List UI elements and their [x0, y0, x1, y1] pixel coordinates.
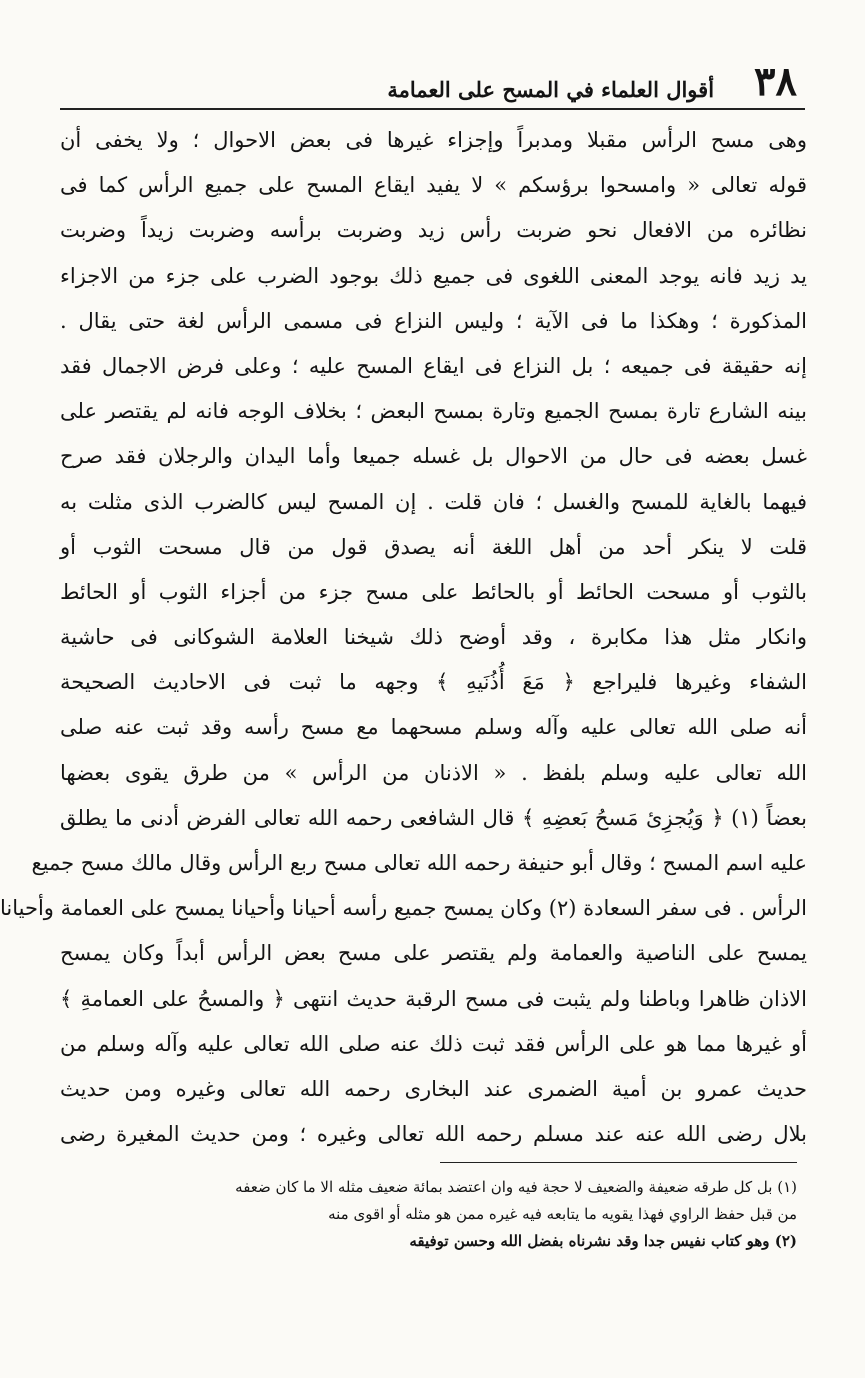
text-line: يد زيد فانه يوجد المعنى اللغوى فى جميع ذلك بوجود الضرب على جزء من الاجزاء — [60, 263, 807, 288]
text-line: الله تعالى عليه وسلم بلفظ . « الاذنان من الرأس » من طرق يقوى بعضها — [60, 760, 807, 785]
main-text — [0, 118, 807, 1157]
text-line: فيهما بالغاية للمسح والغسل ؛ فان قلت . إن المسح ليس كالضرب الذى مثلت به — [60, 489, 807, 514]
text-line: الاذان ظاهرا وباطنا ولم يثبت فى مسح الرقبة حديث انتهى ﴿ والمسحُ على العمامةِ ﴾ — [60, 986, 807, 1011]
text-line: بعضاً (١) ﴿ وَيُجزِئ مَسحُ بَعضِهِ ﴾ قال الشافعى رحمه الله تعالى الفرض أدنى ما يطلق — [60, 805, 807, 830]
text-line: وانكار مثل هذا مكابرة ، وقد أوضح ذلك شيخنا العلامة الشوكانى فى حاشية — [60, 625, 807, 650]
text-line: وهى مسح الرأس مقبلا ومدبراً وإجزاء غيرها فى بعض الاحوال ؛ ولا يخفى أن — [60, 128, 807, 152]
text-line: المذكورة ؛ وهكذا ما فى الآية ؛ وليس النزاع فى مسمى الرأس لغة حتى يقال . — [60, 308, 807, 333]
text-line: قوله تعالى « وامسحوا برؤسكم » لا يفيد ايقاع المسح على جميع الرأس كما فى — [60, 173, 807, 198]
text-line: الشفاء وغيرها فليراجع ﴿ مَعَ أُذُنَيهِ ﴾ وجهه ما ثبت فى الاحاديث الصحيحة — [60, 670, 807, 695]
footnote-line: من قبل حفظ الراوي فهذا يقويه ما يتابعه فيه غيره ممن هو مثله أو اقوى منه — [328, 1205, 797, 1223]
text-line: أو غيرها مما هو على الرأس فقد ثبت ذلك عنه صلى الله تعالى عليه وآله وسلم من — [60, 1031, 807, 1056]
text-line: الرأس . فى سفر السعادة (٢) وكان يمسح جميع رأسه أحيانا وأحيانا يمسح على العمامة وأحيانا — [0, 896, 807, 921]
text-line: أنه صلى الله تعالى عليه وآله وسلم مسحهما مع مسح رأسه وقد ثبت عنه صلى — [60, 715, 807, 740]
footnote-divider — [440, 1162, 797, 1163]
text-line: بينه الشارع تارة بمسح الجميع وتارة بمسح البعض ؛ بخلاف الوجه فانه لم يقتصر على — [60, 399, 807, 424]
page-header — [60, 42, 805, 110]
footnote-line: (١) بل كل طرقه ضعيفة والضعيف لا حجة فيه وان اعتضد بمائة ضعيف مثله الا ما كان ضعفه — [235, 1178, 797, 1196]
running-title: أقوال العلماء في المسح على العمامة — [387, 77, 715, 102]
text-line: بلال رضى الله عنه عند مسلم رحمه الله تعالى وغيره ؛ ومن حديث المغيرة رضى — [60, 1122, 807, 1147]
text-line: غسل بعضه فى حال من الاحوال بل غسله جميعا وأما اليدان والرجلان فقد صرح — [60, 444, 807, 469]
text-line: إنه حقيقة فى جميعه ؛ بل النزاع فى ايقاع المسح عليه ؛ وعلى فرض الاجمال فقد — [60, 353, 807, 378]
text-line: عليه اسم المسح ؛ وقال أبو حنيفة رحمه الله تعالى مسح ربع الرأس وقال مالك مسح جميع — [31, 851, 807, 875]
footnote-line: (٢) وهو كتاب نفيس جدا وقد نشرناه بفضل الله وحسن توفيقه — [409, 1232, 797, 1250]
text-line: نظائره من الافعال نحو ضربت رأس زيد وضربت برأسه وضربت زيداً وضربت — [60, 218, 807, 243]
footnotes — [60, 1174, 797, 1255]
text-line: يمسح على الناصية والعمامة ولم يقتصر على مسح بعض الرأس أبداً وكان يمسح — [60, 941, 807, 966]
text-line: حديث عمرو بن أمية الضمرى عند البخارى رحمه الله تعالى وغيره ومن حديث — [60, 1076, 807, 1101]
text-line: بالثوب أو مسحت الحائط أو بالحائط على مسح جزء من أجزاء الثوب أو الحائط — [60, 579, 807, 604]
page-number: ٣٨ — [754, 58, 797, 105]
text-line: قلت لا ينكر أحد من أهل اللغة أنه يصدق قول من قال مسحت الثوب أو — [60, 534, 807, 559]
